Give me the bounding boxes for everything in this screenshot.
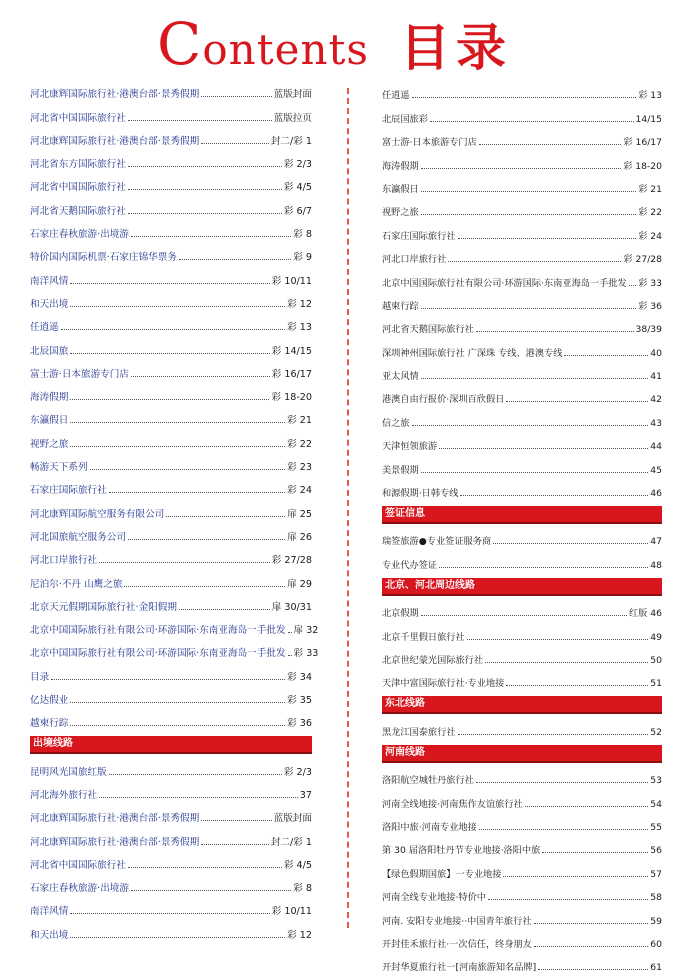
section-header: 河南线路 (382, 745, 662, 763)
dot-leader (421, 615, 627, 616)
entry-page: 彩 4/5 (283, 859, 312, 871)
toc-entry[interactable] (382, 789, 662, 812)
entry-title: 河北国旅航空服务公司 (30, 531, 126, 543)
dot-leader (70, 937, 285, 938)
entry-title: 河北省天鹅国际旅行社 (30, 205, 126, 217)
entry-title: 海涛假期 (382, 160, 419, 172)
toc-entry[interactable] (30, 920, 312, 943)
entry-title: 海涛假期 (30, 392, 69, 404)
toc-entry[interactable] (382, 527, 662, 550)
entry-page: 彩 13 (287, 322, 312, 334)
entry-title: 开封佳禾旅行社·一次信任，终身朋友 (382, 938, 532, 950)
entry-page: 60 (650, 938, 662, 950)
dot-leader (128, 213, 282, 214)
entry-page: 49 (650, 631, 662, 643)
entry-title: 洛阳中旅·河南专业地接 (382, 821, 477, 833)
entry-title: 黑龙江国泰旅行社 (382, 726, 456, 738)
entry-page: 彩 9 (293, 252, 312, 264)
toc-entry[interactable] (382, 930, 662, 953)
entry-page: 彩 16/17 (271, 368, 312, 380)
entry-page: 彩 2/3 (283, 159, 312, 171)
dot-leader (479, 144, 622, 145)
entry-title: 石家庄国际旅行社 (30, 485, 107, 497)
entry-title: 天津恒领旅游 (382, 441, 438, 453)
entry-title: 石家庄国际旅行社 (382, 230, 456, 242)
toc-entry[interactable] (30, 897, 312, 920)
entry-title: 石家庄春秋旅游·出境游 (30, 229, 129, 241)
dot-leader (421, 472, 649, 473)
toc-entry[interactable] (30, 266, 312, 289)
entry-title: 北京中国国际旅行社有限公司·环游国际·东南亚海岛一手批发 (30, 625, 286, 637)
toc-entry[interactable] (382, 175, 662, 198)
dot-leader (542, 852, 648, 853)
toc-entry[interactable] (30, 150, 312, 173)
toc-entry[interactable] (382, 622, 662, 645)
entry-page: 扉 30/31 (271, 601, 312, 613)
dot-leader (503, 876, 648, 877)
entry-title: 视野之旅 (382, 207, 419, 219)
entry-page: 51 (650, 678, 662, 690)
entry-title: 河北省天鹅国际旅行社 (382, 324, 474, 336)
dot-leader (439, 448, 648, 449)
toc-entry[interactable] (382, 455, 662, 478)
entry-title: 河北口岸旅行社 (30, 555, 98, 567)
entry-page: 57 (650, 868, 662, 880)
toc-entry[interactable] (30, 804, 312, 827)
dot-leader (128, 166, 282, 167)
dot-leader (534, 946, 648, 947)
dot-leader (166, 516, 285, 517)
entry-title: 河南. 安阳专业地接··中国青年旅行社 (382, 915, 532, 927)
entry-title: 东瀛假日 (30, 415, 69, 427)
dot-leader (128, 120, 272, 121)
dot-leader (201, 844, 269, 845)
entry-page: 彩 24 (287, 485, 312, 497)
toc-entry[interactable] (30, 476, 312, 499)
entry-title: 第 30 届洛阳牡丹节专业地接·洛阳中旅 (382, 845, 541, 857)
dot-leader (70, 306, 285, 307)
entry-title: 河北海外旅行社 (30, 789, 98, 801)
entry-page: 46 (650, 488, 662, 500)
entry-title: 河北康辉国际旅行社·港澳台部·景秀假期 (30, 135, 200, 147)
entry-page: 封二/彩 1 (270, 135, 312, 147)
dot-leader (288, 655, 292, 656)
entry-page: 彩 23 (287, 462, 312, 474)
toc-entry[interactable] (30, 499, 312, 522)
entry-title: 港澳自由行报价·深圳百欣假日 (382, 394, 505, 406)
dot-leader (564, 355, 648, 356)
entry-title: 北京中国国际旅行社有限公司·环游国际·东南亚海岛一手批发 (30, 648, 286, 660)
entry-title: 任逍遥 (382, 90, 410, 102)
toc-entry[interactable] (382, 836, 662, 859)
entry-page: 54 (650, 798, 662, 810)
dot-leader (128, 539, 285, 540)
toc-entry[interactable] (30, 639, 319, 662)
entry-page: 扉 26 (287, 531, 312, 543)
entry-title: 北京天元假期国际旅行社·金阳假期 (30, 601, 177, 613)
toc-entry[interactable] (382, 859, 662, 882)
entry-page: 彩 27/28 (271, 555, 312, 567)
entry-title: 东瀛假日 (382, 183, 419, 195)
toc-entry[interactable] (382, 245, 662, 268)
entry-title: 瑞签旅游●专业签证服务商 (382, 536, 492, 548)
dot-leader (99, 562, 270, 563)
entry-page: 53 (650, 775, 662, 787)
entry-title: 开封华夏旅行社一[河南旅游知名品牌] (382, 962, 537, 974)
entry-page: 59 (650, 915, 662, 927)
toc-entry[interactable] (30, 686, 312, 709)
toc-entry[interactable] (382, 221, 662, 244)
toc-entry[interactable] (382, 128, 662, 151)
toc-entry[interactable] (30, 103, 312, 126)
dot-leader (131, 236, 291, 237)
dot-leader (109, 774, 282, 775)
entry-title: 洛阳航空城牡丹旅行社 (382, 775, 474, 787)
entry-page: 55 (650, 821, 662, 833)
entry-title: 富士游·日本旅游专门店 (30, 368, 129, 380)
entry-title: 河南全线地接·河南焦作友谊旅行社 (382, 798, 523, 810)
entry-page: 56 (650, 845, 662, 857)
dot-leader (448, 261, 621, 262)
entry-page: 彩 36 (638, 300, 662, 312)
section-header: 北京、河北周边线路 (382, 578, 662, 596)
toc-entry[interactable] (30, 757, 312, 780)
entry-page: 61 (650, 962, 662, 974)
toc-entry[interactable] (382, 81, 662, 104)
entry-title: 南洋风情 (30, 906, 69, 918)
entry-page: 彩 18-20 (623, 160, 662, 172)
toc-entry[interactable] (30, 127, 312, 150)
dot-leader (479, 829, 649, 830)
dot-leader (412, 425, 649, 426)
entry-title: 亚太风情 (382, 371, 419, 383)
entry-page: 彩 22 (638, 207, 662, 219)
toc-entry[interactable] (30, 851, 312, 874)
toc-entry[interactable] (30, 874, 312, 897)
dot-leader (131, 376, 270, 377)
entry-page: 37 (299, 789, 312, 801)
entry-page: 彩 27/28 (623, 254, 662, 266)
entry-page: 蓝版封面 (273, 813, 312, 825)
entry-page: 彩 18-20 (271, 392, 312, 404)
toc-entry[interactable] (30, 290, 312, 313)
entry-title: 天津中富国际旅行社·专业地接 (382, 678, 505, 690)
entry-title: 河北省中国国际旅行社 (30, 859, 126, 871)
dot-leader (109, 492, 285, 493)
dot-leader (421, 191, 636, 192)
dot-leader (476, 782, 648, 783)
toc-entry[interactable] (30, 383, 312, 406)
dot-leader (128, 867, 282, 868)
dot-leader (421, 168, 621, 169)
toc-entry[interactable] (382, 362, 662, 385)
toc-entry[interactable] (30, 336, 312, 359)
toc-entry[interactable] (382, 953, 662, 976)
entry-title: 越柬行踪 (382, 300, 419, 312)
entry-title: 深圳神州国际旅行社 广深珠 专线、港澳专线 (382, 347, 563, 359)
toc-entry[interactable] (382, 669, 662, 692)
toc-entry[interactable] (30, 593, 312, 616)
dot-leader (124, 586, 285, 587)
toc-entry[interactable] (382, 338, 662, 361)
dot-leader (70, 446, 285, 447)
toc-entry[interactable] (30, 360, 312, 383)
toc-entry[interactable] (382, 268, 662, 291)
entry-title: 石家庄春秋旅游·出境游 (30, 883, 129, 895)
dot-leader (128, 189, 282, 190)
dot-leader (485, 662, 648, 663)
section-header: 出境线路 (30, 736, 312, 754)
toc-entry[interactable] (30, 453, 312, 476)
entry-page: 彩 14/15 (271, 345, 312, 357)
dot-leader (179, 259, 291, 260)
section-header: 签证信息 (382, 506, 662, 524)
entry-title: 富士游·日本旅游专门店 (382, 137, 477, 149)
toc-entry[interactable] (30, 429, 312, 452)
entry-page: 彩 4/5 (283, 182, 312, 194)
dot-leader (131, 890, 291, 891)
dot-leader (538, 969, 648, 970)
dot-leader (70, 283, 269, 284)
dot-leader (70, 913, 269, 914)
entry-page: 彩 10/11 (271, 275, 312, 287)
entry-page: 彩 34 (287, 671, 312, 683)
entry-page: 彩 33 (638, 277, 662, 289)
entry-title: 美景假期 (382, 464, 419, 476)
dot-leader (201, 820, 271, 821)
entry-page: 彩 16/17 (623, 137, 662, 149)
entry-title: 河北省中国国际旅行社 (30, 112, 126, 124)
section-header: 东北线路 (382, 696, 662, 714)
entry-page: 封二/彩 1 (270, 836, 312, 848)
toc-right-column (382, 81, 662, 976)
toc-entry[interactable] (30, 569, 312, 592)
toc-entry[interactable] (30, 827, 312, 850)
title-initial: C (157, 10, 203, 78)
entry-title: 河北康辉国际旅行社·港澳台部·景秀假期 (30, 89, 200, 101)
dot-leader (506, 685, 648, 686)
toc-entry[interactable] (30, 781, 312, 804)
entry-page: 彩 22 (287, 438, 312, 450)
entry-title: 河南全线专业地接·特价中 (382, 892, 486, 904)
dot-leader (201, 143, 269, 144)
entry-page: 彩 8 (293, 229, 312, 241)
toc-entry[interactable] (382, 151, 662, 174)
dot-leader (99, 797, 298, 798)
dot-leader (476, 331, 634, 332)
entry-page: 48 (650, 559, 662, 571)
entry-page: 52 (650, 726, 662, 738)
dot-leader (61, 329, 285, 330)
entry-title: 北辰国旅彩 (382, 113, 428, 125)
entry-title: 亿达假业 (30, 695, 69, 707)
dot-leader (421, 214, 636, 215)
contents-title-english (157, 10, 369, 80)
entry-title: 河北康辉国际旅行社·港澳台部·景秀假期 (30, 813, 200, 825)
dot-leader (460, 495, 648, 496)
entry-page: 彩 35 (287, 695, 312, 707)
entry-page: 扉 32 (293, 625, 319, 637)
toc-entry[interactable] (382, 550, 662, 573)
entry-page: 40 (650, 347, 662, 359)
dot-leader (467, 639, 649, 640)
toc-entry[interactable] (30, 173, 312, 196)
entry-title: 特价国内国际机票·石家庄锦华票务 (30, 252, 177, 264)
entry-page: 彩 33 (293, 648, 319, 660)
entry-title: 昆明风光国旅红版 (30, 766, 107, 778)
dot-leader (506, 401, 648, 402)
toc-entry[interactable] (30, 196, 312, 219)
dot-leader (430, 121, 634, 122)
entry-page: 彩 13 (638, 90, 662, 102)
toc-entry[interactable] (382, 646, 662, 669)
toc-entry[interactable] (30, 313, 312, 336)
entry-title: 北京假期 (382, 608, 419, 620)
entry-title: 和源假期·日韩专线 (382, 488, 459, 500)
entry-title: 目录 (30, 671, 50, 683)
toc-entry[interactable] (30, 243, 312, 266)
dot-leader (421, 378, 649, 379)
toc-entry[interactable] (382, 292, 662, 315)
entry-title: 专业代办签证 (382, 559, 438, 571)
toc-entry[interactable] (382, 104, 662, 127)
entry-page: 扉 25 (287, 508, 312, 520)
entry-title: 河北口岸旅行社 (382, 254, 447, 266)
entry-title: 河北康辉国际旅行社·港澳台部·景秀假期 (30, 836, 200, 848)
toc-entry[interactable] (382, 198, 662, 221)
dot-leader (70, 725, 285, 726)
toc-entry[interactable] (30, 546, 312, 569)
toc-entry[interactable] (382, 813, 662, 836)
entry-page: 41 (650, 371, 662, 383)
toc-entry[interactable] (30, 406, 312, 429)
entry-page: 50 (650, 654, 662, 666)
toc-entry[interactable] (382, 883, 662, 906)
entry-page: 彩 21 (638, 183, 662, 195)
dot-leader (439, 567, 648, 568)
dot-leader (70, 399, 269, 400)
dot-leader (412, 97, 637, 98)
column-divider (347, 88, 349, 928)
entry-title: 和天出境 (30, 929, 69, 941)
entry-title: 河北省中国国际旅行社 (30, 182, 126, 194)
dot-leader (534, 923, 649, 924)
entry-page: 彩 2/3 (283, 766, 312, 778)
toc-entry[interactable] (30, 220, 312, 243)
entry-title: 北京世纪蒙光国际旅行社 (382, 654, 484, 666)
entry-page: 38/39 (635, 324, 662, 336)
toc-entry[interactable] (30, 80, 312, 103)
entry-title: 越柬行踪 (30, 718, 69, 730)
dot-leader (51, 679, 285, 680)
entry-title: 畅游天下系列 (30, 462, 88, 474)
entry-page: 47 (650, 536, 662, 548)
toc-entry[interactable] (382, 766, 662, 789)
entry-page: 45 (650, 464, 662, 476)
toc-entry[interactable] (382, 479, 662, 502)
dot-leader (70, 422, 285, 423)
entry-title: 河北省东方国际旅行社 (30, 159, 126, 171)
entry-page: 彩 36 (287, 718, 312, 730)
toc-left-column (30, 80, 319, 944)
dot-leader (493, 543, 648, 544)
entry-page: 彩 8 (293, 883, 312, 895)
entry-page: 42 (650, 394, 662, 406)
entry-page: 彩 24 (638, 230, 662, 242)
entry-title: 南洋风情 (30, 275, 69, 287)
entry-page: 43 (650, 417, 662, 429)
entry-title: 河北康辉国际航空服务有限公司 (30, 508, 165, 520)
entry-page: 扉 29 (287, 578, 312, 590)
entry-title: 信之旅 (382, 417, 410, 429)
contents-title-chinese: 目录 (400, 19, 512, 77)
toc-entry[interactable] (382, 717, 662, 740)
entry-page: 彩 12 (287, 929, 312, 941)
dot-leader (525, 806, 649, 807)
entry-title: 和天出境 (30, 298, 69, 310)
dot-leader (179, 609, 270, 610)
dot-leader (458, 238, 637, 239)
entry-page: 蓝版拉页 (273, 112, 312, 124)
toc-entry[interactable] (30, 523, 312, 546)
toc-entry[interactable] (382, 906, 662, 929)
toc-entry[interactable] (30, 709, 312, 732)
entry-title: 【绿色假期国旅】一专业地接 (382, 868, 502, 880)
entry-title: 任逍遥 (30, 322, 59, 334)
entry-page: 彩 10/11 (271, 906, 312, 918)
entry-page: 14/15 (635, 113, 662, 125)
toc-entry[interactable] (30, 662, 312, 685)
dot-leader (70, 353, 269, 354)
dot-leader (488, 899, 648, 900)
dot-leader (70, 702, 285, 703)
toc-entry[interactable] (30, 616, 319, 639)
title-rest: ontents (202, 25, 369, 74)
toc-entry[interactable] (382, 432, 662, 455)
entry-title: 北京中国国际旅行社有限公司·环游国际·东南亚海岛一手批发 (382, 277, 627, 289)
entry-page: 蓝版封面 (273, 89, 312, 101)
dot-leader (458, 734, 649, 735)
entry-title: 北辰国旅 (30, 345, 69, 357)
entry-title: 北京千里假日旅行社 (382, 631, 465, 643)
dot-leader (629, 285, 636, 286)
entry-page: 彩 12 (287, 298, 312, 310)
entry-page: 58 (650, 892, 662, 904)
entry-page: 红版 46 (629, 608, 662, 620)
toc-entry[interactable] (382, 385, 662, 408)
entry-title: 视野之旅 (30, 438, 69, 450)
dot-leader (90, 469, 286, 470)
entry-page: 彩 6/7 (283, 205, 312, 217)
toc-entry[interactable] (382, 315, 662, 338)
toc-entry[interactable] (382, 408, 662, 431)
dot-leader (201, 96, 271, 97)
entry-page: 44 (650, 441, 662, 453)
dot-leader (288, 632, 292, 633)
entry-page: 彩 21 (287, 415, 312, 427)
toc-entry[interactable] (382, 599, 662, 622)
dot-leader (421, 308, 636, 309)
entry-title: 尼泊尔·不丹 山鹰之旅 (30, 578, 123, 590)
